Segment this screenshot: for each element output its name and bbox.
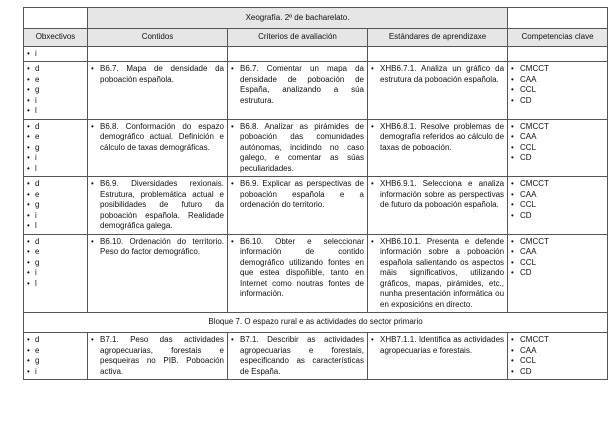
table-row — [24, 234, 608, 313]
standard-cell — [368, 177, 508, 235]
header-standards: Estándares de aprendizaxe — [368, 29, 508, 47]
content-text: • B6.8. Conformación do espazo demográfico actual. Definición e cálculo de taxas demográficas. — [91, 122, 224, 154]
table-row — [24, 119, 608, 177]
competence-item: • CMCCT — [511, 179, 604, 190]
objective-item: • l — [27, 279, 84, 290]
competence-item: • CAA — [511, 190, 604, 201]
objective-item: • i — [27, 153, 84, 164]
content-text: • B7.1. Peso das actividades agropecuarias, forestais e pesqueiras no PIB. Poboación activa. — [91, 335, 224, 377]
competence-item: • CCL — [511, 258, 604, 269]
objectives-cell — [24, 234, 88, 313]
objective-item: • d — [27, 335, 84, 346]
objective-item: • e — [27, 190, 84, 201]
content-text: • B6.10. Ordenación do territorio. Peso do factor demográfico. — [91, 237, 224, 258]
objective-item: • l — [27, 106, 84, 117]
competence-item: • CAA — [511, 346, 604, 357]
header-content: Contidos — [88, 29, 228, 47]
content-text: • B6.9. Diversidades rexionais. Estrutura, problemática actual e posibilidades de futuro da poboación española. Realidade demográfica galega. — [91, 179, 224, 232]
objective-item: • l — [27, 221, 84, 232]
table-row — [24, 333, 608, 380]
objective-item: • g — [27, 143, 84, 154]
content-cell — [88, 333, 228, 380]
competence-item: • CCL — [511, 85, 604, 96]
criteria-cell — [228, 177, 368, 235]
competence-item: • CMCCT — [511, 335, 604, 346]
objective-item: • d — [27, 64, 84, 75]
standard-text: • XHB6.10.1. Presenta e defende información sobre a poboación española salientando os aspectos máis significativos, utilizando gráficos, mapas, pirámides, etc., nunha presentación informática ou en exposicións en directo. — [371, 237, 504, 311]
competence-item: • CAA — [511, 132, 604, 143]
standard-cell — [368, 62, 508, 120]
competence-item: • CMCCT — [511, 64, 604, 75]
criteria-cell — [228, 119, 368, 177]
objective-item: • g — [27, 258, 84, 269]
criteria-text: • B6.10. Obter e seleccionar información de contido demográfico utilizando fontes en que estea dispoñible, tanto en Internet como noutras fontes de información. — [231, 237, 364, 300]
content-cell — [88, 119, 228, 177]
content-cell — [88, 46, 228, 62]
objective-item: • l — [27, 164, 84, 175]
header-objectives: Obxectivos — [24, 29, 88, 47]
content-text: • B6.7. Mapa de densidade da poboación española. — [91, 64, 224, 85]
criteria-text: • B6.8. Analizar as pirámides de poboación das comunidades autónomas, incidindo no caso galego, e comentar as súas peculiaridades. — [231, 122, 364, 175]
criteria-cell — [228, 333, 368, 380]
criteria-cell — [228, 62, 368, 120]
objective-item: • e — [27, 132, 84, 143]
competence-item: • CCL — [511, 356, 604, 367]
competence-item: • CD — [511, 153, 604, 164]
objectives-cell — [24, 46, 88, 62]
table-row — [24, 46, 608, 62]
objective-item: • g — [27, 200, 84, 211]
header-criteria: Criterios de avaliación — [228, 29, 368, 47]
objectives-cell — [24, 119, 88, 177]
competence-item: • CMCCT — [511, 122, 604, 133]
competences-cell — [508, 177, 608, 235]
competence-item: • CCL — [511, 143, 604, 154]
objective-item: • e — [27, 75, 84, 86]
standard-text: • XHB6.7.1. Analiza un gráfico da estrutura da poboación española. — [371, 64, 504, 85]
header-competences: Competencias clave — [508, 29, 608, 47]
objective-item: • i — [27, 49, 84, 60]
table-row — [24, 62, 608, 120]
objective-item: • e — [27, 247, 84, 258]
curriculum-table — [23, 7, 608, 380]
standard-cell — [368, 46, 508, 62]
competence-item: • CMCCT — [511, 237, 604, 248]
competences-cell — [508, 234, 608, 313]
table-row — [24, 177, 608, 235]
objective-item: • d — [27, 122, 84, 133]
competence-item: • CD — [511, 367, 604, 378]
competence-item: • CCL — [511, 200, 604, 211]
competence-item: • CD — [511, 96, 604, 107]
objectives-cell — [24, 333, 88, 380]
competences-cell — [508, 333, 608, 380]
criteria-text: • B6.9. Explicar as perspectivas de poboación española e a ordenación do territorio. — [231, 179, 364, 211]
table-title: Xeografía. 2º de bacharelato. — [88, 8, 508, 29]
competences-cell — [508, 46, 608, 62]
content-cell — [88, 62, 228, 120]
standard-cell — [368, 333, 508, 380]
criteria-cell — [228, 234, 368, 313]
competences-cell — [508, 119, 608, 177]
standard-cell — [368, 119, 508, 177]
objective-item: • g — [27, 85, 84, 96]
objectives-cell — [24, 62, 88, 120]
objective-item: • g — [27, 356, 84, 367]
content-cell — [88, 177, 228, 235]
objective-item: • i — [27, 96, 84, 107]
title-blank-cell — [24, 8, 88, 29]
objective-item: • i — [27, 268, 84, 279]
table-title-row — [24, 8, 608, 29]
standard-text: • XHB7.1.1. Identifica as actividades agropecuarias e forestais. — [371, 335, 504, 356]
header-row — [24, 29, 608, 47]
competence-item: • CAA — [511, 247, 604, 258]
criteria-text: • B6.7. Comentar un mapa da densidade de poboación de España, analizando a súa estrutura. — [231, 64, 364, 106]
criteria-text: • B7.1. Describir as actividades agropecuarias e forestais, especificando as características de España. — [231, 335, 364, 377]
objective-item: • i — [27, 211, 84, 222]
competence-item: • CAA — [511, 75, 604, 86]
competences-cell — [508, 62, 608, 120]
competence-item: • CD — [511, 268, 604, 279]
objective-item: • d — [27, 237, 84, 248]
standard-text: • XHB6.8.1. Resolve problemas de demografía referidos ao cálculo de taxas de poboación. — [371, 122, 504, 154]
objectives-cell — [24, 177, 88, 235]
objective-item: • i — [27, 367, 84, 378]
title-blank-cell-right — [508, 8, 608, 29]
standard-text: • XHB6.9.1. Selecciona e analiza información sobre as perspectivas de futuro da poboación española. — [371, 179, 504, 211]
content-cell — [88, 234, 228, 313]
objective-item: • e — [27, 346, 84, 357]
criteria-cell — [228, 46, 368, 62]
standard-cell — [368, 234, 508, 313]
objective-item: • d — [27, 179, 84, 190]
block-title: Bloque 7. O espazo rural e as actividades do sector primario — [24, 313, 608, 333]
block-title-row — [24, 313, 608, 333]
competence-item: • CD — [511, 211, 604, 222]
